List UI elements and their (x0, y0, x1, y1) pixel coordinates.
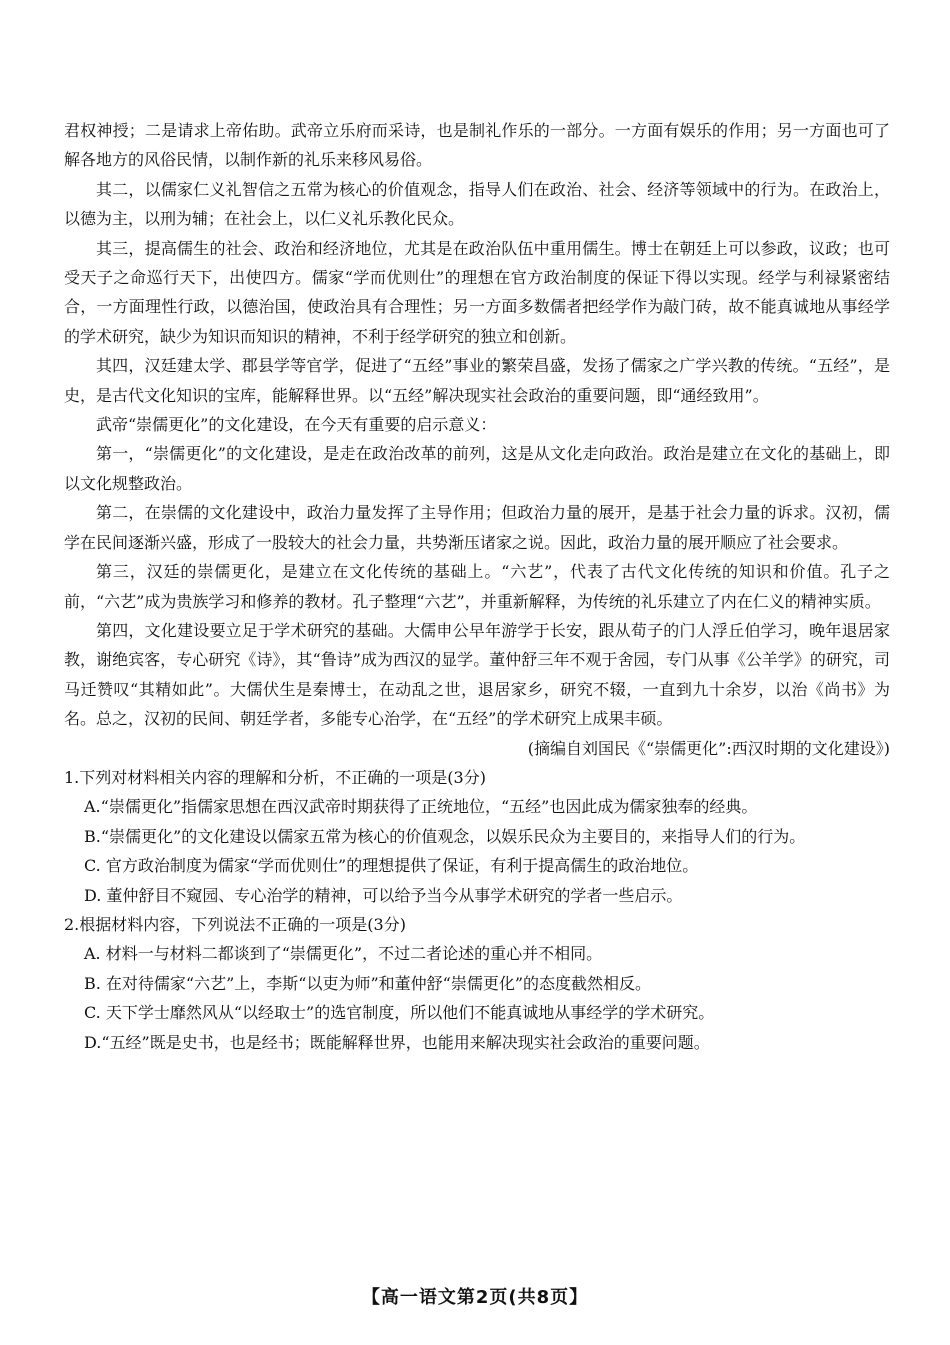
question-1 (64, 763, 890, 910)
option-a: A.“崇儒更化”指儒家思想在西汉武帝时期获得了正统地位，“五经”也因此成为儒家独奉的经典。 (84, 797, 758, 817)
question-2 (64, 910, 890, 1057)
passage-paragraph: 第二，在崇儒的文化建设中，政治力量发挥了主导作用；但政治力量的展开，是基于社会力量的诉求。汉初，儒学在民间逐渐兴盛，形成了一股较大的社会力量，共势渐压诸家之说。因此，政治力量的展开顺应了社会要求。 (64, 503, 890, 552)
passage-paragraph: 第三，汉廷的崇儒更化，是建立在文化传统的基础上。“六艺”，代表了古代文化传统的知识和价值。孔子之前，“六艺”成为贵族学习和修养的教材。孔子整理“六艺”，并重新解释，为传统的礼乐建立了内在仁义的精神实质。 (64, 562, 890, 611)
passage-paragraph: 君权神授；二是请求上帝佑助。武帝立乐府而采诗，也是制礼作乐的一部分。一方面有娱乐的作用；另一方面也可了解各地方的风俗民情，以制作新的礼乐来移风易俗。 (64, 121, 890, 170)
passage-paragraph: 其二，以儒家仁义礼智信之五常为核心的价值观念，指导人们在政治、社会、经济等领域中的行为。在政治上，以德为主，以刑为辅；在社会上，以仁义礼乐教化民众。 (64, 179, 890, 229)
page-footer: 【高一语文第2页(共8页】 (361, 1287, 589, 1308)
question-stem: 2.根据材料内容，下列说法不正确的一项是(3分) (64, 914, 406, 934)
exam-page (64, 116, 890, 1057)
passage-paragraph: 第四，文化建设要立足于学术研究的基础。大儒申公早年游学于长安，跟从荀子的门人浮丘伯学习，晚年退居家教，谢绝宾客，专心研究《诗》，其“鲁诗”成为西汉的显学。董仲舒三年不观于舍园，专门从事《公羊学》的研究，司马迁赞叹“其精如此”。大儒伏生是秦博士，在动乱之世，退居家乡，研究不辍，一直到九十余岁，以治《尚书》为名。总之，汉初的民间、朝廷学者，多能专心治学，在“五经”的学术研究上成果丰硕。 (64, 620, 890, 729)
passage-paragraph: 第一，“崇儒更化”的文化建设，是走在政治改革的前列，这是从文化走向政治。政治是建立在文化的基础上，即以文化规整政治。 (64, 444, 890, 493)
option-a: A. 材料一与材料二都谈到了“崇儒更化”，不过二者论述的重心并不相同。 (84, 944, 603, 964)
option-b: B. 在对待儒家“六艺”上，李斯“以吏为师”和董仲舒“崇儒更化”的态度截然相反。 (84, 973, 652, 993)
option-d: D. 董仲舒目不窥园、专心治学的精神，可以给予当今从事学术研究的学者一些启示。 (84, 885, 683, 905)
question-stem: 1.下列对材料相关内容的理解和分析，不正确的一项是(3分) (64, 767, 486, 787)
option-b: B.“崇儒更化”的文化建设以儒家五常为核心的价值观念，以娱乐民众为主要目的，来指导人们的行为。 (84, 826, 806, 846)
passage-source: (摘编自刘国民《“崇儒更化”:西汉时期的文化建设》) (527, 738, 890, 758)
passage-paragraph: 其三，提高儒生的社会、政治和经济地位，尤其是在政治队伍中重用儒生。博士在朝廷上可以参政，议政；也可受天子之命巡行天下，出使四方。儒家“学而优则仕”的理想在官方政治制度的保证下得以实现。经学与利禄紧密结合，一方面理性行政，以德治国，使政治具有合理性；另一方面多数儒者把经学作为敲门砖，故不能真诚地从事经学的学术研究，缺少为知识而知识的精神，不利于经学研究的独立和创新。 (64, 238, 890, 346)
passage-paragraph: 其四，汉廷建太学、郡县学等官学，促进了“五经”事业的繁荣昌盛，发扬了儒家之广学兴教的传统。“五经”，是史，是古代文化知识的宝库，能解释世界。以“五经”解决现实社会政治的重要问题，即“通经致用”。 (64, 356, 890, 405)
passage-paragraph: 武帝“崇儒更化”的文化建设，在今天有重要的启示意义： (96, 415, 497, 435)
option-c: C. 官方政治制度为儒家“学而优则仕”的理想提供了保证，有利于提高儒生的政治地位。 (84, 856, 699, 876)
reading-passage (64, 116, 890, 763)
option-c: C. 天下学士靡然风从“以经取士”的选官制度，所以他们不能真诚地从事经学的学术研究。 (84, 1003, 715, 1023)
option-d: D.“五经”既是史书，也是经书；既能解释世界，也能用来解决现实社会政治的重要问题。 (84, 1032, 710, 1052)
